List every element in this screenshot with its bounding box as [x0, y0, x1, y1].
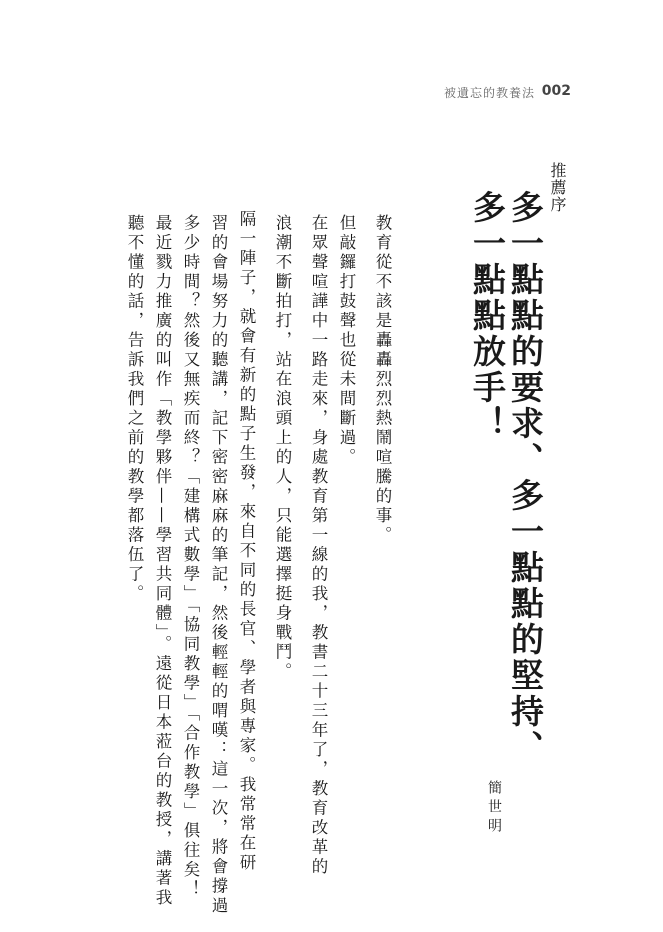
body-column: 教育從不該是轟轟烈烈熱鬧喧騰的事。 [373, 214, 392, 546]
body-column: 浪潮不斷拍打，站在浪頭上的人，只能選擇挺身戰鬥。 [273, 214, 292, 682]
body-column: 隔一陣子，就會有新的點子生發，來自不同的長官、學者與專家。我常常在研 [237, 210, 256, 873]
book-title: 被遺忘的教養法 [443, 86, 535, 100]
body-column: 聽不懂的話，告訴我們之前的教學都落伍了。 [125, 214, 144, 604]
preface-label: 推薦序 [548, 162, 567, 213]
body-column: 最近戮力推廣的叫作「教學夥伴——學習共同體」。遠從日本蒞台的教授，講著我 [153, 214, 172, 908]
body-column: 多少時間？然後又無疾而終？「建構式數學」「協同教學」「合作教學」俱往矣！ [181, 214, 200, 900]
author-name: 簡世明 [486, 780, 502, 837]
page-number: 002 [541, 83, 571, 99]
preface-title-line-1: 多一點點的要求、多一點點的堅持、 [506, 190, 545, 766]
body-column: 在眾聲喧譁中一路走來，身處教育第一線的我，教書二十三年了，教育改革的 [309, 214, 328, 877]
body-column: 習的會場努力的聽講，記下密密麻麻的筆記，然後輕輕的喟嘆：這一次，將會撐過 [209, 214, 228, 916]
body-column: 但敲鑼打鼓聲也從未間斷過。 [337, 214, 356, 468]
preface-title-line-2: 多一點點放手！ [468, 190, 507, 442]
